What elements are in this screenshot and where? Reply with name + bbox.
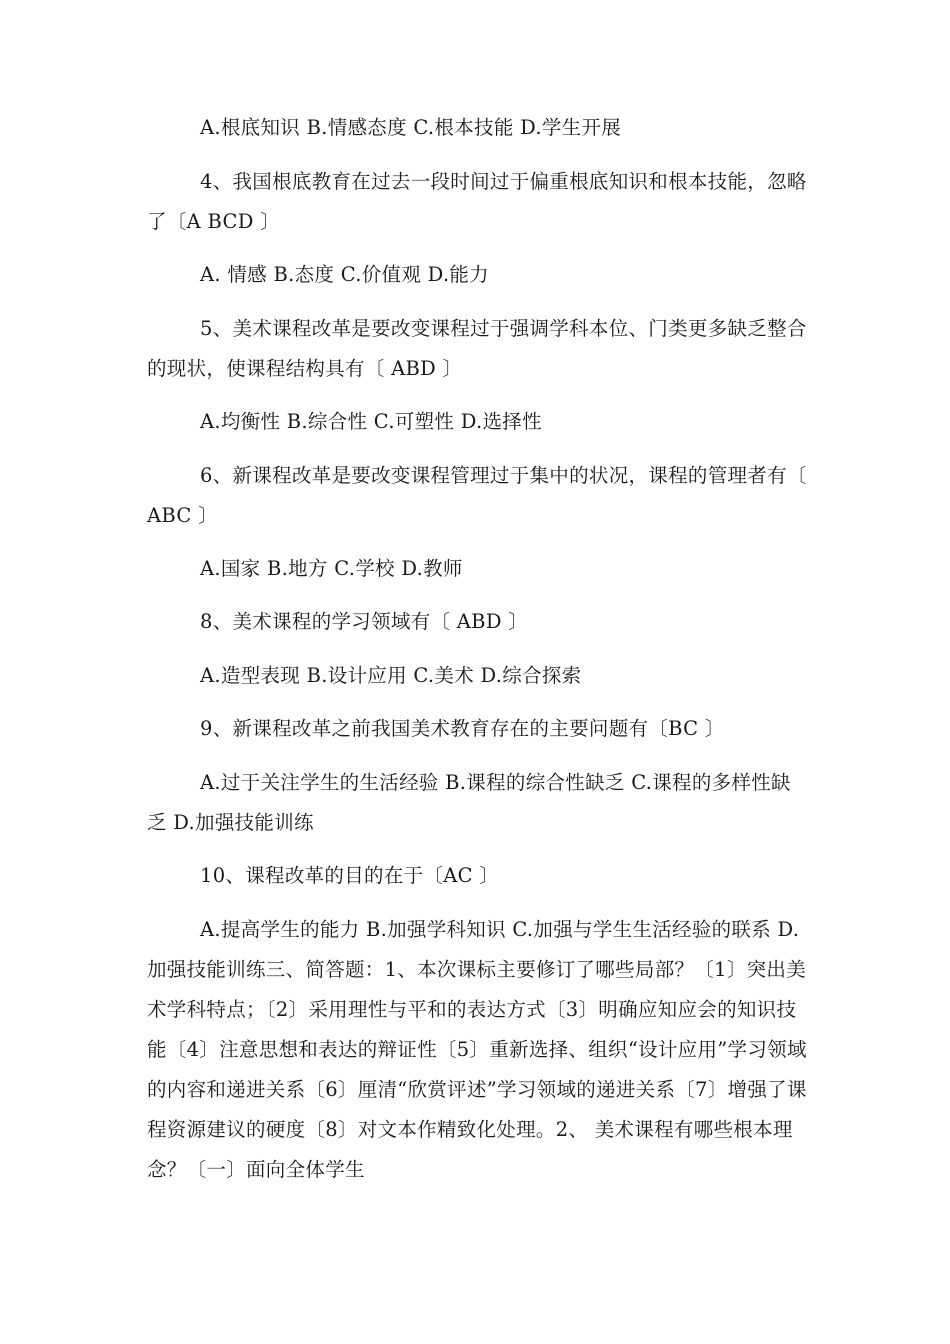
question-8: 8、美术课程的学习领域有〔 ABD 〕: [200, 610, 529, 633]
question-5: 5、美术课程改革是要改变课程过于强调学科本位、门类更多缺乏整合的现状，使课程结构具有〔 ABD 〕: [147, 317, 807, 380]
question-4: 4、我国根底教育在过去一段时间过于偏重根底知识和根本技能，忽略了〔A BCD 〕: [147, 170, 807, 233]
options-q8: A.造型表现 B.设计应用 C.美术 D.综合探索: [200, 664, 582, 687]
question-6: 6、新课程改革是要改变课程管理过于集中的状况，课程的管理者有〔 ABC 〕: [147, 464, 807, 527]
options-q6: A.国家 B.地方 C.学校 D.教师: [200, 557, 463, 580]
question-10: 10、课程改革的目的在于〔AC 〕: [200, 864, 500, 887]
options-q5: A.均衡性 B.综合性 C.可塑性 D.选择性: [200, 410, 542, 433]
options-q3: A.根底知识 B.情感态度 C.根本技能 D.学生开展: [200, 116, 622, 139]
options-q9: A.过于关注学生的生活经验 B.课程的综合性缺乏 C.课程的多样性缺乏 D.加强技能训练: [147, 771, 791, 834]
question-9: 9、新课程改革之前我国美术教育存在的主要问题有〔BC 〕: [200, 717, 725, 740]
options-q10-and-short-answers: A.提高学生的能力 B.加强学科知识 C.加强与学生生活经验的联系 D.加强技能训练三、简答题：1、本次课标主要修订了哪些局部？〔1〕突出美术学科特点；〔2〕采用理性与平和的表达方式〔3〕明确应知应会的知识技能〔4〕注意思想和表达的辩证性〔5〕重新选择、组织“设计应用”学习领域的内容和递进关系〔6〕厘清“欣赏评述”学习领域的递进关系〔7〕增强了课程资源建议的硬度〔8〕对文本作精致化处理。2、 美术课程有哪些根本理念？〔一〕面向全体学生: [147, 918, 807, 1181]
options-q4: A. 情感 B.态度 C.价值观 D.能力: [200, 263, 489, 286]
